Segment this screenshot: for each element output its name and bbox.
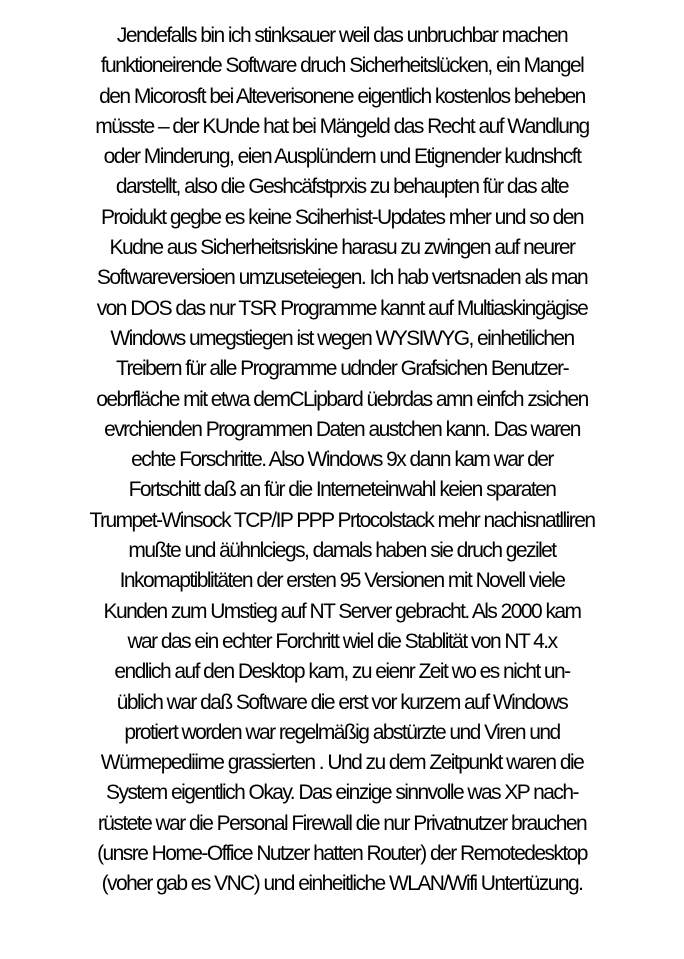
text-line: rüstete war die Personal Firewall die nur Privatnutzer brauchen xyxy=(97,811,587,835)
text-line: Fortschitt daß an für die Interneteinwahl keien sparaten xyxy=(128,478,556,502)
text-line: üblich war daß Software die erst vor kurzem auf Windows xyxy=(116,690,568,714)
text-line: System eigentlich Okay. Das einzige sinnvolle was XP nach- xyxy=(106,781,578,805)
text-line: (voher gab es VNC) und einheitliche WLAN/Wifi Untertüzung. xyxy=(101,872,583,896)
text-line: Proidukt gegbe es keine Sciherhist-Updates mher und so den xyxy=(100,205,584,229)
text-line: Würmepediime grassierten . Und zu dem Zeitpunkt waren die xyxy=(100,751,584,775)
text-line: funktioneirende Software druch Sicherheitslücken, ein Mangel xyxy=(100,54,584,78)
text-line: (unsre Home-Office Nutzer hatten Router) der Remotedesktop xyxy=(97,842,587,866)
text-line: Treibern für alle Programme udnder Grafsichen Benutzer- xyxy=(115,357,569,381)
text-line: mußte und äühnlciegs, damals haben sie druch gezilet xyxy=(128,539,556,563)
text-line: protiert worden war regelmäßig abstürzte und Viren und xyxy=(124,720,560,744)
text-line: Kunden zum Umstieg auf NT Server gebracht. Als 2000 kam xyxy=(103,599,581,623)
text-line: Jendefalls bin ich stinksauer weil das unbruchbar machen xyxy=(116,24,568,47)
text-line: Windows umegstiegen ist wegen WYSIWYG, einhetilichen xyxy=(110,326,574,350)
text-line: evrchienden Programmen Daten austchen kann. Das waren xyxy=(104,417,580,441)
text-line: darstellt, also die Geshcäfstprxis zu behaupten für das alte xyxy=(115,175,569,199)
text-line: Inkomaptiblitäten der ersten 95 Versionen mit Novell viele xyxy=(119,569,565,593)
text-line: oder Minderung, eien Ausplündern und Etignender kudnshcft xyxy=(103,145,581,169)
text-line: Softwareversioen umzuseteiegen. Ich hab vertsnaden als man xyxy=(96,266,588,290)
text-line: Kudne aus Sicherheitsriskine harasu zu zwingen auf neurer xyxy=(109,236,575,260)
text-line: endlich auf den Desktop kam, zu eienr Zeit wo es nicht un- xyxy=(114,660,570,684)
document-body xyxy=(0,21,684,900)
text-line: oebrfläche mit etwa demCLipbard üebrdas amn einfch zsichen xyxy=(96,387,588,411)
text-line: Trumpet-Winsock TCP/IP PPP Prtocolstack mehr nachisnatlliren xyxy=(89,508,595,532)
text-line: den Micorosft bei Alteverisonene eigentlich kostenlos beheben xyxy=(99,84,585,108)
text-line: echte Forschritte. Also Windows 9x dann kam war der xyxy=(131,448,553,472)
text-line: von DOS das nur TSR Programme kannt auf Multiaskingägise xyxy=(96,296,588,320)
text-line: müsste – der KUnde hat bei Mängeld das Recht auf Wandlung xyxy=(95,114,589,138)
text-line: war das ein echter Forchritt wiel die Stablität von NT 4.x xyxy=(127,629,557,653)
